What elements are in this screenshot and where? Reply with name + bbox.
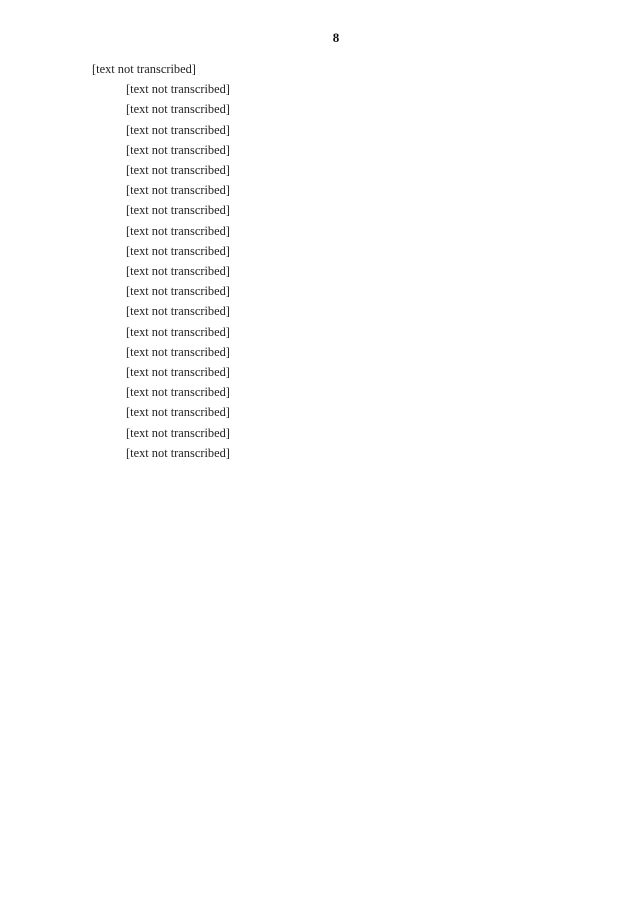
paragraph: [text not transcribed] — [126, 365, 230, 380]
paragraph: [text not transcribed] — [126, 425, 230, 440]
paragraph: [text not transcribed] — [126, 243, 230, 258]
paragraph: [text not transcribed] — [126, 405, 230, 420]
paragraph: [text not transcribed] — [92, 62, 196, 76]
paragraph: [text not transcribed] — [126, 223, 230, 238]
paragraph: [text not transcribed] — [126, 203, 230, 218]
paragraph: [text not transcribed] — [126, 344, 230, 359]
paragraph: [text not transcribed] — [126, 284, 230, 299]
paragraph: [text not transcribed] — [126, 122, 230, 137]
paragraph: [text not transcribed] — [126, 445, 230, 460]
paragraph: [text not transcribed] — [126, 183, 230, 198]
paragraph: [text not transcribed] — [126, 264, 230, 279]
paragraph: [text not transcribed] — [126, 324, 230, 339]
paragraph: [text not transcribed] — [126, 82, 230, 97]
paragraph: [text not transcribed] — [126, 304, 230, 319]
page-number: 8 — [332, 30, 340, 45]
paragraph: [text not transcribed] — [126, 102, 230, 117]
paragraph: [text not transcribed] — [126, 385, 230, 400]
paragraph: [text not transcribed] — [126, 163, 230, 178]
paragraph: [text not transcribed] — [126, 142, 230, 157]
document-body — [92, 62, 580, 461]
